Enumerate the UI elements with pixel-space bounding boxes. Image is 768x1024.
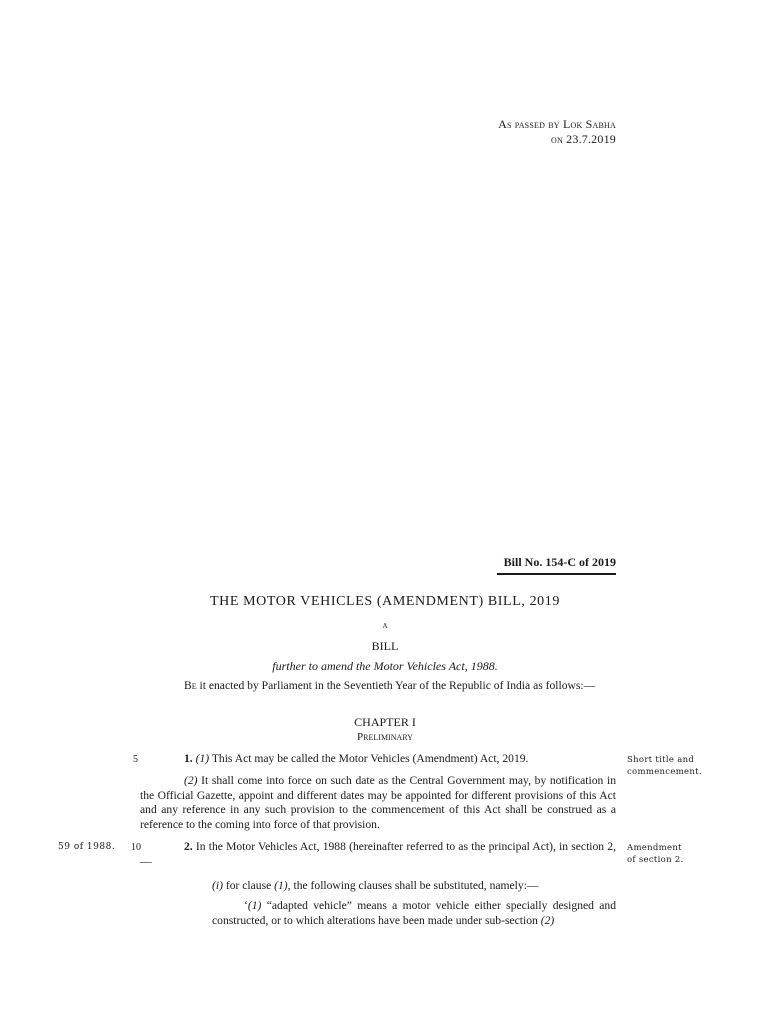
act-reference-note: 59 of 1988.	[58, 842, 116, 852]
clause-i-num: (i)	[212, 879, 223, 892]
clause-i-ref: (1)	[274, 879, 288, 892]
long-title	[140, 659, 630, 674]
bill-number: Bill No. 154-C of 2019	[497, 555, 616, 575]
bill-label: BILL	[371, 639, 399, 653]
section-1-sub-2	[140, 774, 616, 832]
passed-line-2: on 23.7.2019	[551, 132, 616, 146]
margin-note-section-2-line-2: of section 2.	[627, 855, 684, 865]
definition-open-quote: ‘	[244, 899, 248, 912]
section-1-sub-1	[140, 752, 616, 767]
chapter-subheading: Preliminary	[357, 731, 413, 743]
clause-i-text-b: , the following clauses shall be substituted, namely:—	[287, 879, 539, 892]
section-1-number: 1.	[184, 752, 193, 765]
section-2-number: 2.	[184, 840, 193, 853]
margin-note-section-2-line-1: Amendment	[627, 843, 682, 853]
passed-line-1: As passed by Lok Sabha	[498, 117, 616, 131]
article-a: a	[382, 620, 388, 631]
enacting-lead: Be	[184, 679, 197, 692]
enacting-text: it enacted by Parliament in the Seventieth Year of the Republic of India as follows:—	[196, 679, 596, 692]
margin-note-section-1-line-2: commencement.	[627, 767, 702, 777]
long-title-text: further to amend the Motor Vehicles Act, 1988.	[272, 659, 498, 673]
clause-i	[140, 879, 616, 894]
section-1-sub-2-num: (2)	[184, 774, 198, 787]
section-2-body: In the Motor Vehicles Act, 1988 (hereinafter referred to as the principal Act), in section 2,—	[140, 840, 616, 868]
definition-text: “adapted vehicle” means a motor vehicle either specially designed and constructed, or to which alterations have been made under sub-section	[212, 899, 616, 927]
definition-num: (1)	[247, 899, 262, 912]
section-1-sub-1-num: (1)	[195, 752, 210, 765]
definition-adapted-vehicle	[212, 899, 616, 928]
line-number-5: 5	[133, 754, 138, 765]
section-2-text	[140, 840, 616, 869]
margin-note-section-1-line-1: Short title and	[627, 755, 695, 765]
margin-note-section-2	[627, 842, 707, 866]
section-1-sub-2-text: It shall come into force on such date as the Central Government may, by notification in the Official Gazette, appoint and different dates may be appointed for different provisions of this Act and any reference in any such provision to the commencement of this Act shall be construed as a reference to the coming into force of that provision.	[140, 774, 616, 831]
line-number-10: 10	[131, 842, 141, 853]
clause-i-text-a: for clause	[222, 879, 275, 892]
section-1-sub-1-text: This Act may be called the Motor Vehicles (Amendment) Act, 2019.	[209, 752, 529, 765]
chapter-heading: CHAPTER I	[354, 715, 416, 729]
enacting-formula	[140, 679, 616, 694]
bill-title: THE MOTOR VEHICLES (AMENDMENT) BILL, 2019	[210, 594, 560, 609]
definition-ref: (2)	[540, 913, 555, 927]
margin-note-section-1	[627, 754, 707, 778]
passed-notice	[498, 117, 616, 147]
